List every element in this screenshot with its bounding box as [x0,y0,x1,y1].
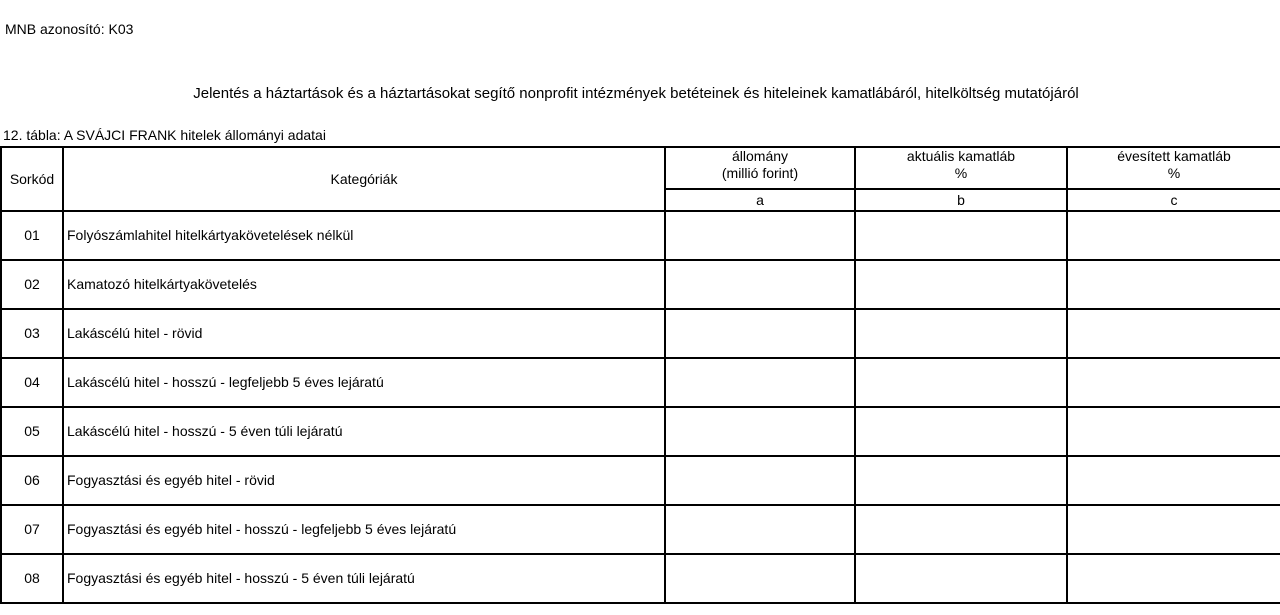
cell-aktualis-kamatlab[interactable] [855,554,1067,603]
row-label: Lakáscélú hitel - hosszú - legfeljebb 5 éves lejáratú [63,358,665,407]
header-aktualis-line2: % [954,165,968,181]
row-code: 07 [1,505,63,554]
table-header-row [1,147,1280,189]
row-label: Fogyasztási és egyéb hitel - rövid [63,456,665,505]
header-evesitett-line1: évesített kamatláb [1117,148,1231,164]
cell-aktualis-kamatlab[interactable] [855,211,1067,260]
header-aktualis-line1: aktuális kamatláb [906,148,1016,164]
cell-evesitett-kamatlab[interactable] [1067,407,1280,456]
report-title: Jelentés a háztartások és a háztartásokat segítő nonprofit intézmények betéteinek és hiteleinek kamatlábáról, hitelköltség mutatójáról [193,85,1079,102]
cell-evesitett-kamatlab[interactable] [1067,456,1280,505]
row-code: 05 [1,407,63,456]
cell-evesitett-kamatlab[interactable] [1067,358,1280,407]
loan-stock-table [0,146,1280,604]
cell-evesitett-kamatlab[interactable] [1067,309,1280,358]
cell-evesitett-kamatlab[interactable] [1067,211,1280,260]
cell-aktualis-kamatlab[interactable] [855,456,1067,505]
cell-allomany[interactable] [665,554,855,603]
row-label: Fogyasztási és egyéb hitel - hosszú - 5 éven túli lejáratú [63,554,665,603]
column-letter-c: c [1067,189,1280,211]
cell-evesitett-kamatlab[interactable] [1067,505,1280,554]
cell-aktualis-kamatlab[interactable] [855,407,1067,456]
cell-allomany[interactable] [665,456,855,505]
header-allomany-line2: (millió forint) [721,165,799,181]
cell-evesitett-kamatlab[interactable] [1067,554,1280,603]
header-kategoriak: Kategóriák [63,147,665,211]
row-label: Lakáscélú hitel - hosszú - 5 éven túli lejáratú [63,407,665,456]
header-evesitett-line2: % [1167,165,1181,181]
mnb-identifier: MNB azonosító: K03 [5,21,134,37]
cell-allomany[interactable] [665,407,855,456]
row-code: 03 [1,309,63,358]
table-row [1,505,1280,554]
cell-allomany[interactable] [665,358,855,407]
header-allomany [665,147,855,189]
header-allomany-line1: állomány [731,148,789,164]
cell-allomany[interactable] [665,260,855,309]
row-code: 02 [1,260,63,309]
table-row [1,358,1280,407]
header-sorkod: Sorkód [1,147,63,211]
row-code: 08 [1,554,63,603]
header-aktualis-kamatlab [855,147,1067,189]
row-label: Kamatozó hitelkártyakövetelés [63,260,665,309]
table-row [1,309,1280,358]
cell-aktualis-kamatlab[interactable] [855,505,1067,554]
cell-evesitett-kamatlab[interactable] [1067,260,1280,309]
cell-aktualis-kamatlab[interactable] [855,358,1067,407]
cell-allomany[interactable] [665,211,855,260]
row-label: Fogyasztási és egyéb hitel - hosszú - legfeljebb 5 éves lejáratú [63,505,665,554]
header-evesitett-kamatlab [1067,147,1280,189]
cell-aktualis-kamatlab[interactable] [855,260,1067,309]
cell-allomany[interactable] [665,505,855,554]
table-row [1,260,1280,309]
column-letter-b: b [855,189,1067,211]
row-code: 04 [1,358,63,407]
table-row [1,407,1280,456]
row-code: 06 [1,456,63,505]
column-letter-a: a [665,189,855,211]
cell-aktualis-kamatlab[interactable] [855,309,1067,358]
table-title: 12. tábla: A SVÁJCI FRANK hitelek állományi adatai [3,127,326,143]
table-row [1,456,1280,505]
row-code: 01 [1,211,63,260]
cell-allomany[interactable] [665,309,855,358]
row-label: Lakáscélú hitel - rövid [63,309,665,358]
table-row [1,554,1280,603]
row-label: Folyószámlahitel hitelkártyakövetelések nélkül [63,211,665,260]
table-row [1,211,1280,260]
